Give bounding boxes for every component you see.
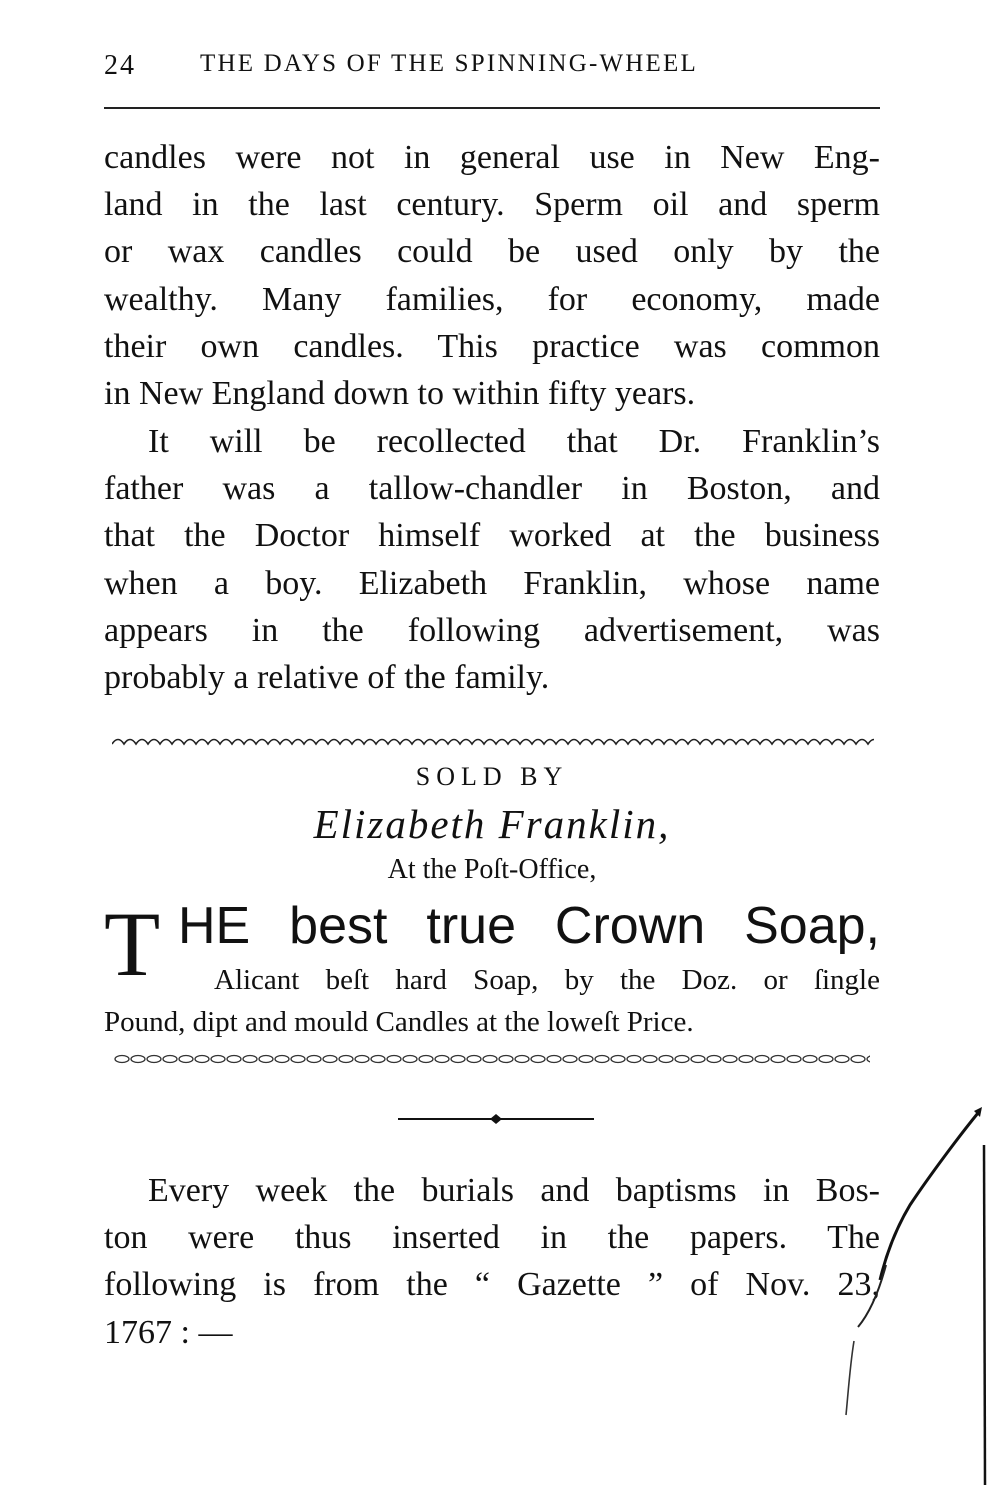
ad-sold-by: SOLD BY <box>415 762 569 791</box>
chain-link <box>723 1056 737 1063</box>
text-line: following is from the “ Gazette ” of Nov. 23, <box>104 1266 880 1304</box>
chain-link <box>547 1056 561 1063</box>
text-line: when a boy. Elizabeth Franklin, whose name <box>104 564 880 602</box>
chain-link <box>419 1056 433 1063</box>
chain-link <box>275 1056 289 1063</box>
paragraph-candles <box>104 134 880 417</box>
chain-link <box>675 1056 689 1063</box>
ad-text-line: Pound, dipt and mould Candles at the loweſt Price. <box>104 1006 694 1038</box>
chain-link <box>819 1056 833 1063</box>
chain-link <box>531 1056 545 1063</box>
ad-headline: HE best true Crown Soap, <box>178 897 880 955</box>
ad-drop-cap: T <box>104 893 161 995</box>
chain-link <box>339 1056 353 1063</box>
wavy-border-rule <box>112 734 874 748</box>
text-line: their own candles. This practice was common <box>104 327 880 365</box>
text-line: Every week the burials and baptisms in Bos- <box>148 1172 880 1209</box>
chain-link <box>627 1056 641 1063</box>
chain-link <box>787 1056 801 1063</box>
text-line: in New England down to within fifty years. <box>104 375 696 413</box>
chain-link <box>307 1056 321 1063</box>
chain-border-rule <box>114 1053 870 1065</box>
chain-link <box>771 1056 785 1063</box>
chain-link <box>195 1056 209 1063</box>
chain-link <box>499 1056 513 1063</box>
text-line: or wax candles could be used only by the <box>104 233 880 271</box>
chain-link <box>867 1056 870 1063</box>
chain-link <box>291 1056 305 1063</box>
text-line: It will be recollected that Dr. Franklin’s <box>148 423 880 460</box>
header-rule <box>104 107 880 109</box>
text-line: father was a tallow-chandler in Boston, and <box>104 470 880 508</box>
text-line: wealthy. Many families, for economy, made <box>104 280 880 318</box>
chain-link <box>243 1056 257 1063</box>
chain-link <box>323 1056 337 1063</box>
chain-link <box>435 1056 449 1063</box>
ad-text-line: Alicant beſt hard Soap, by the Doz. or ſingle <box>214 964 880 996</box>
running-title: THE DAYS OF THE SPINNING-WHEEL <box>200 50 698 77</box>
text-line: that the Doctor himself worked at the business <box>104 517 880 555</box>
chain-link <box>755 1056 769 1063</box>
paragraph-franklin <box>104 418 880 701</box>
paragraph-burials <box>104 1167 880 1356</box>
chain-link <box>259 1056 273 1063</box>
chain-link <box>387 1056 401 1063</box>
chain-link <box>563 1056 577 1063</box>
text-line: appears in the following advertisement, was <box>104 611 880 649</box>
text-line: 1767 : — <box>104 1313 233 1351</box>
text-line: land in the last century. Sperm oil and sperm <box>104 186 880 224</box>
running-head <box>104 48 884 84</box>
chain-link <box>355 1056 369 1063</box>
chain-link <box>147 1056 161 1063</box>
chain-link <box>179 1056 193 1063</box>
chain-link <box>515 1056 529 1063</box>
chain-link <box>835 1056 849 1063</box>
chain-link <box>371 1056 385 1063</box>
chain-link <box>579 1056 593 1063</box>
section-divider-ornament <box>398 1112 594 1126</box>
text-line: ton were thus inserted in the papers. The <box>104 1219 880 1257</box>
chain-link <box>643 1056 657 1063</box>
chain-link <box>451 1056 465 1063</box>
chain-link <box>467 1056 481 1063</box>
chain-link <box>803 1056 817 1063</box>
chain-link <box>659 1056 673 1063</box>
chain-link <box>691 1056 705 1063</box>
chain-link <box>483 1056 497 1063</box>
chain-link <box>131 1056 145 1063</box>
chain-link <box>595 1056 609 1063</box>
pen-stroke-mark <box>820 1105 1000 1490</box>
text-line: probably a relative of the family. <box>104 659 550 697</box>
chain-link <box>739 1056 753 1063</box>
chain-link <box>227 1056 241 1063</box>
chain-link <box>851 1056 865 1063</box>
chain-link <box>403 1056 417 1063</box>
chain-link <box>163 1056 177 1063</box>
page-number: 24 <box>104 50 136 81</box>
chain-link <box>115 1056 129 1063</box>
ad-seller-name: Elizabeth Franklin, <box>313 801 671 847</box>
chain-link <box>707 1056 721 1063</box>
ad-address: At the Poſt-Office, <box>387 854 597 885</box>
text-line: candles were not in general use in New Eng- <box>104 139 880 176</box>
chain-link <box>611 1056 625 1063</box>
chain-link <box>211 1056 225 1063</box>
